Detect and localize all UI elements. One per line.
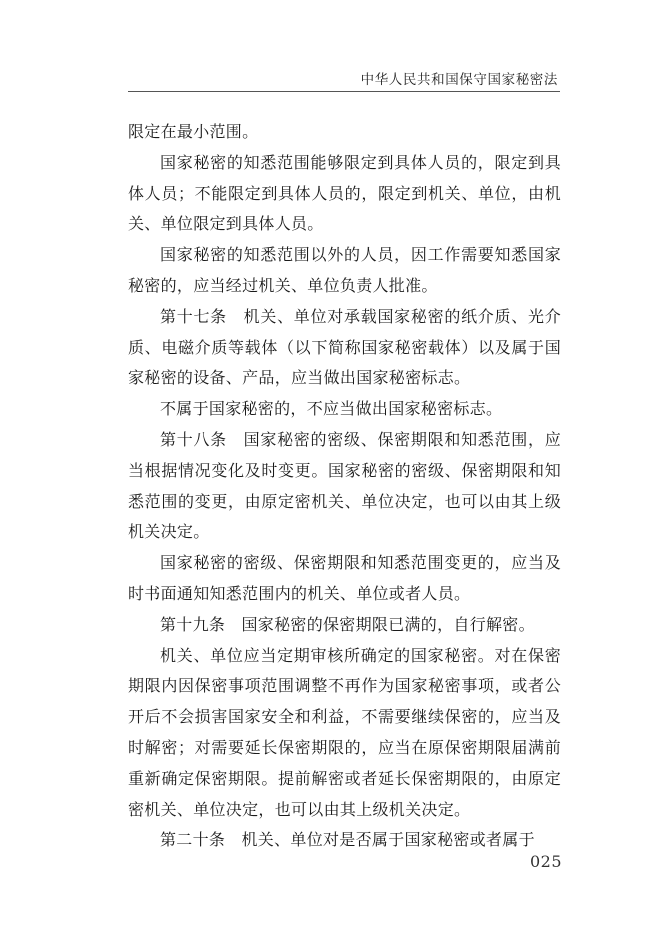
paragraph: 国家秘密的知悉范围以外的人员，因工作需要知悉国家秘密的，应当经过机关、单位负责人批准。 xyxy=(128,245,561,295)
paragraph: 不属于国家秘密的，不应当做出国家秘密标志。 xyxy=(160,399,503,419)
paragraph: 机关、单位应当定期审核所确定的国家秘密。对在保密期限内因保密事项范围调整不再作为国家秘密事项，或者公开后不会损害国家安全和利益，不需要继续保密的，应当及时解密；对需要延长保密期限的，应当在原保密期限届满前重新确定保密期限。提前解密或者延长保密期限的，由原定密机关、单位决定，也可以由其上级机关决定。 xyxy=(128,645,561,819)
body-text xyxy=(128,117,561,856)
running-header: 中华人民共和国保守国家秘密法 xyxy=(360,72,558,88)
article-18: 第十八条 国家秘密的密级、保密期限和知悉范围，应当根据情况变化及时变更。国家秘密的密级、保密期限和知悉范围的变更，由原定密机关、单位决定，也可以由其上级机关决定。 xyxy=(128,429,561,542)
article-19: 第十九条 国家秘密的保密期限已满的，自行解密。 xyxy=(160,614,535,634)
paragraph: 国家秘密的知悉范围能够限定到具体人员的，限定到具体人员；不能限定到具体人员的，限定到机关、单位，由机关、单位限定到具体人员。 xyxy=(128,152,561,234)
paragraph-continuation: 限定在最小范围。 xyxy=(128,122,259,141)
paragraph: 国家秘密的密级、保密期限和知悉范围变更的，应当及时书面通知知悉范围内的机关、单位或者人员。 xyxy=(128,553,561,603)
page-number: 025 xyxy=(529,852,562,871)
article-20: 第二十条 机关、单位对是否属于国家秘密或者属于 xyxy=(160,830,535,850)
article-17: 第十七条 机关、单位对承载国家秘密的纸介质、光介质、电磁介质等载体（以下简称国家秘密载体）以及属于国家秘密的设备、产品，应当做出国家秘密标志。 xyxy=(128,306,561,388)
header-divider xyxy=(128,91,560,92)
